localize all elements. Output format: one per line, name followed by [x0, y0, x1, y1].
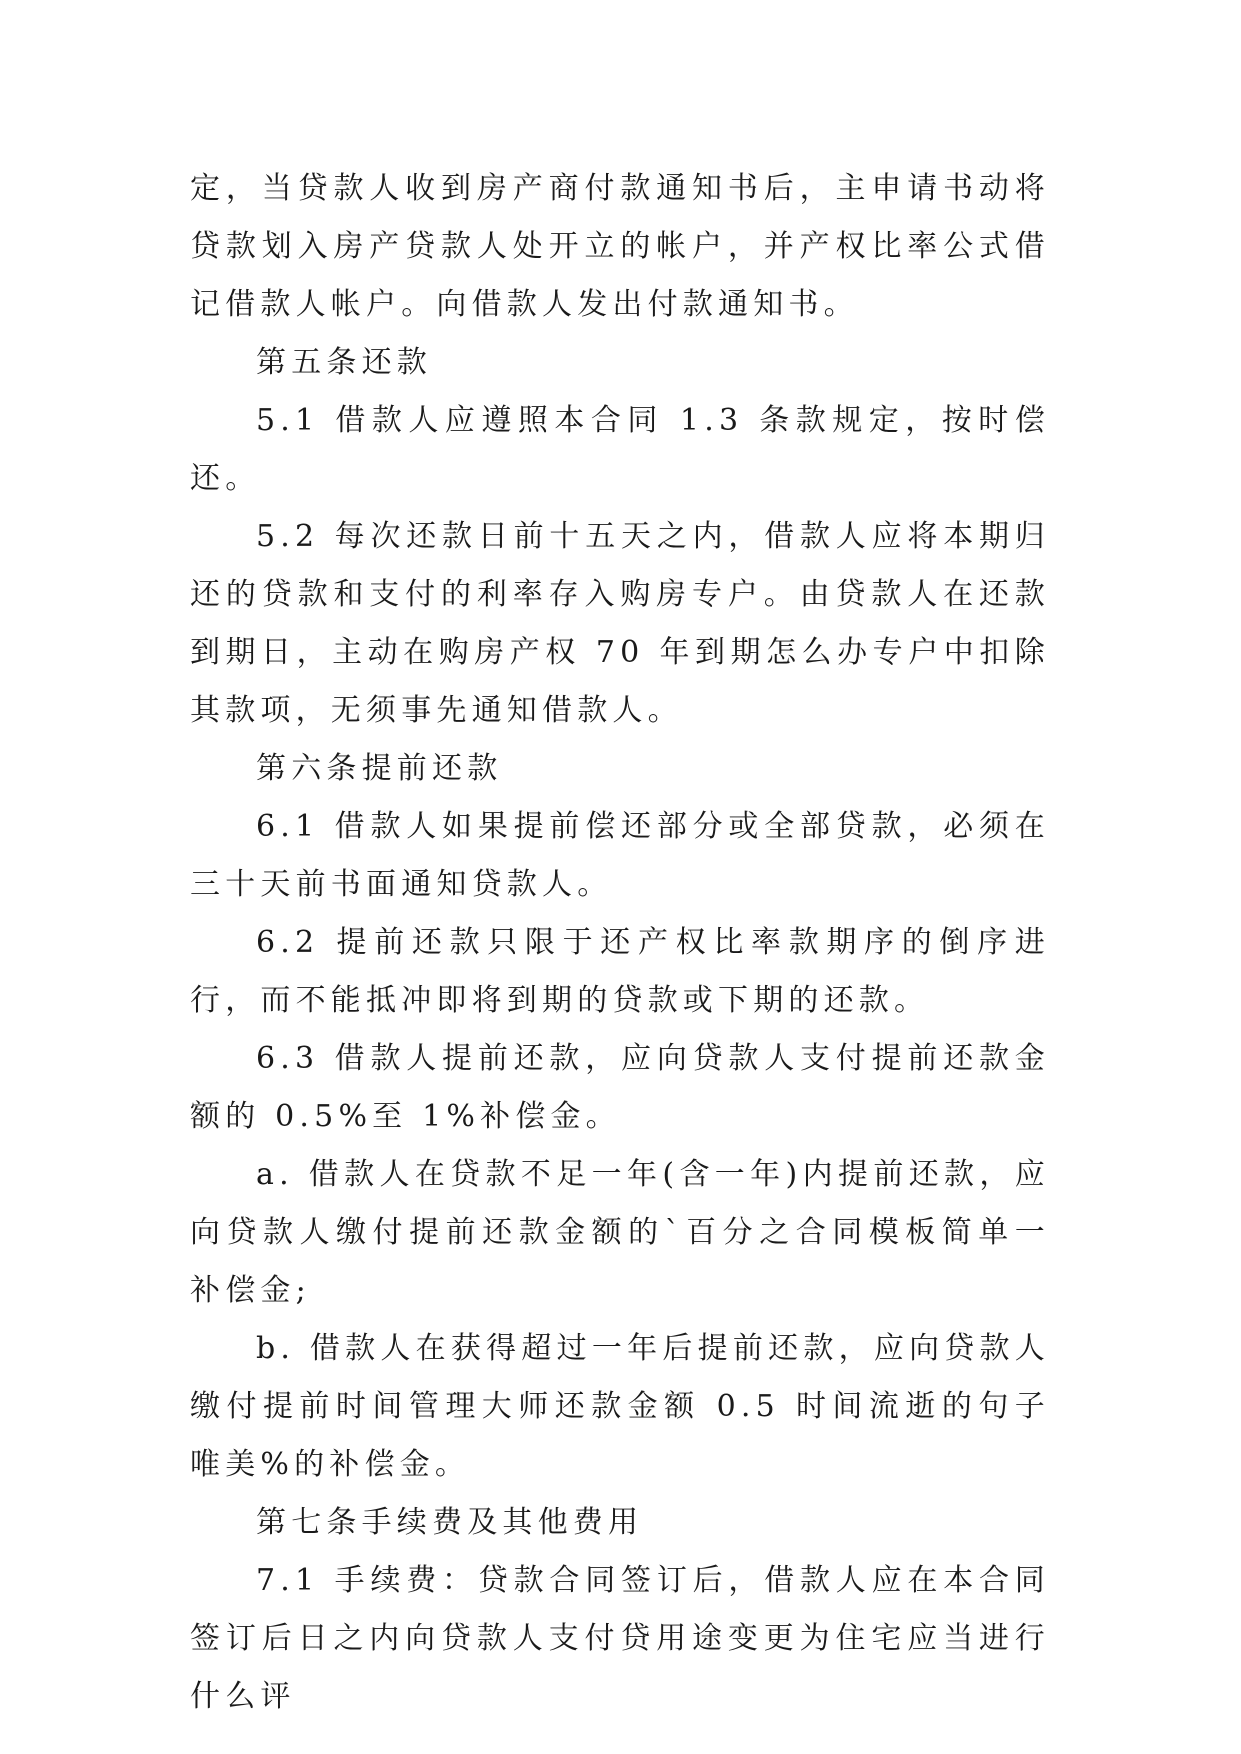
section-heading-7: 第七条手续费及其他费用 — [256, 1505, 644, 1540]
clause-5-2: 5.2 每次还款日前十五天之内，借款人应将本期归还的贷款和支付的利率存入购房专户。由贷款人在还款到期日，主动在购房产权 70 年到期怎么办专户中扣除其款项，无须事先通知借款人。 — [190, 519, 1050, 728]
clause-7-1: 7.1 手续费：贷款合同签订后，借款人应在本合同签订后日之内向贷款人支付贷用途变更为住宅应当进行什么评 — [190, 1563, 1050, 1714]
clause-6-1: 6.1 借款人如果提前偿还部分或全部贷款，必须在三十天前书面通知贷款人。 — [190, 809, 1050, 902]
section-heading-5: 第五条还款 — [256, 345, 432, 380]
section-heading-6: 第六条提前还款 — [256, 751, 503, 786]
clause-6-3-b: b. 借款人在获得超过一年后提前还款，应向贷款人缴付提前时间管理大师还款金额 0.5 时间流逝的句子唯美%的补偿金。 — [190, 1331, 1050, 1482]
paragraph: 定，当贷款人收到房产商付款通知书后，主申请书动将贷款划入房产贷款人处开立的帐户，并产权比率公式借记借款人帐户。向借款人发出付款通知书。 — [190, 171, 1050, 322]
document-body — [190, 160, 1050, 1726]
clause-6-3: 6.3 借款人提前还款，应向贷款人支付提前还款金额的 0.5%至 1%补偿金。 — [190, 1041, 1050, 1134]
clause-5-1: 5.1 借款人应遵照本合同 1.3 条款规定，按时偿还。 — [190, 403, 1050, 496]
clause-6-3-a: a. 借款人在贷款不足一年(含一年)内提前还款，应向贷款人缴付提前还款金额的`百分之合同模板简单一补偿金; — [190, 1157, 1050, 1308]
clause-6-2: 6.2 提前还款只限于还产权比率款期序的倒序进行，而不能抵冲即将到期的贷款或下期的还款。 — [190, 925, 1050, 1018]
